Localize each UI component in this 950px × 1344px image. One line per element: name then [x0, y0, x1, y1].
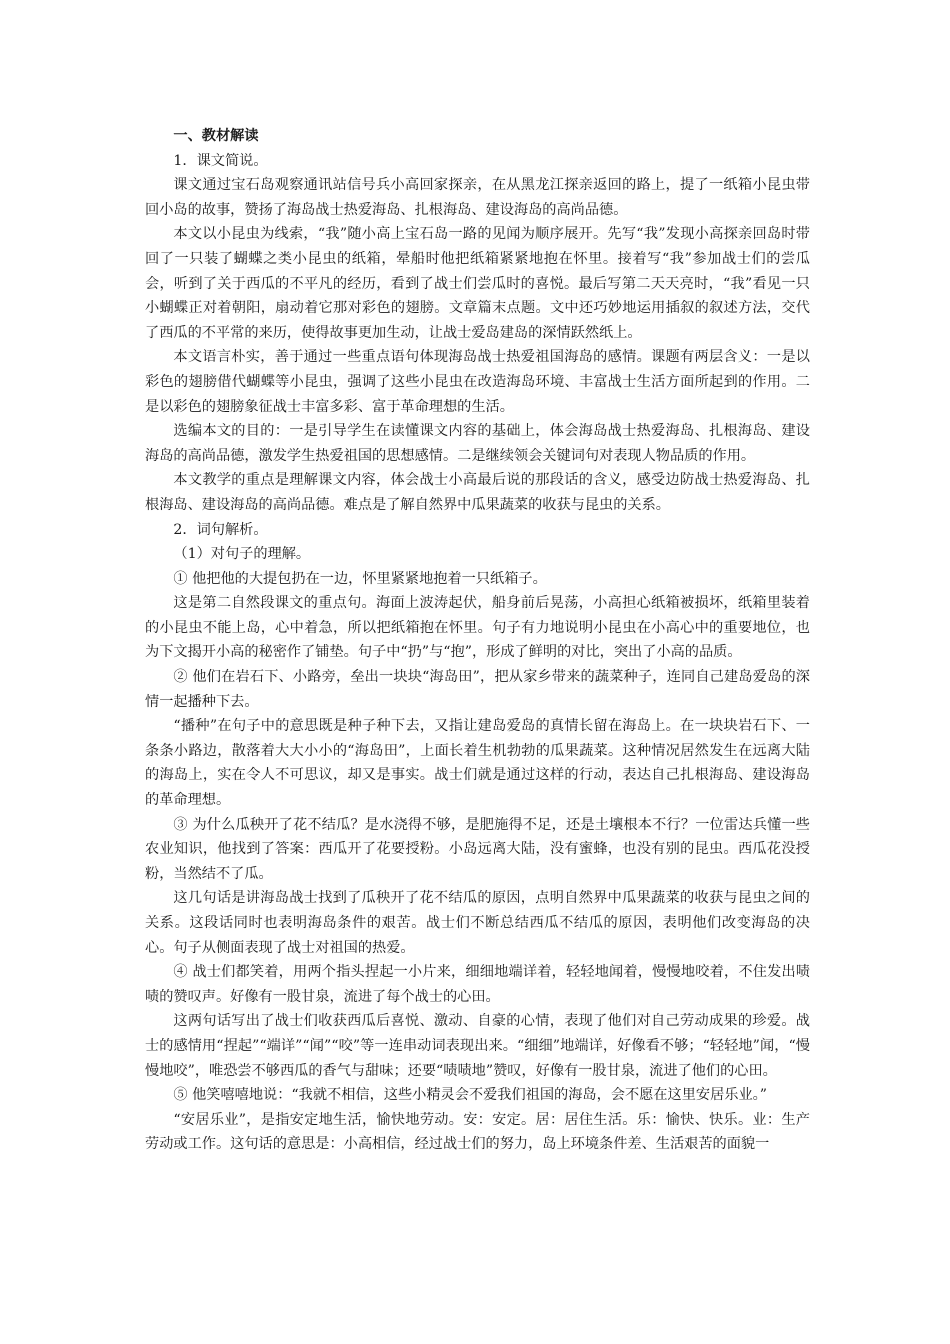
body-paragraph: 这是第二自然段课文的重点句。海面上波涛起伏，船身前后晃荡，小高担心纸箱被损坏，纸箱里装着的小昆虫不能上岛，心中着急，所以把纸箱抱在怀里。句子有力地说明小昆虫在小高心中的重要地位，也为下文揭开小高的秘密作了铺垫。句子中“扔”与“抱”，形成了鲜明的对比，突出了小高的品质。: [145, 595, 810, 661]
body-paragraph: 本文语言朴实，善于通过一些重点语句体现海岛战士热爱祖国海岛的感情。课题有两层含义：一是以彩色的翅膀借代蝴蝶等小昆虫，强调了这些小昆虫在改造海岛环境、丰富战士生活方面所起到的作用。二是以彩色的翅膀象征战士丰富多彩、富于革命理想的生活。: [145, 349, 810, 415]
sub-heading: （1）对句子的理解。: [173, 546, 311, 563]
quoted-sentence: ② 他们在岩石下、小路旁，垒出一块块“海岛田”，把从家乡带来的蔬菜种子，连同自己建岛爱岛的深情一起播种下去。: [145, 669, 810, 710]
body-paragraph: 课文通过宝石岛观察通讯站信号兵小高回家探亲，在从黑龙江探亲返回的路上，提了一纸箱小昆虫带回小岛的故事，赞扬了海岛战士热爱海岛、扎根海岛、建设海岛的高尚品德。: [145, 177, 810, 218]
body-paragraph: 这几句话是讲海岛战士找到了瓜秧开了花不结瓜的原因，点明自然界中瓜果蔬菜的收获与昆虫之间的关系。这段话同时也表明海岛条件的艰苦。战士们不断总结西瓜不结瓜的原因，表明他们改变海岛的决心。句子从侧面表现了战士对祖国的热爱。: [145, 890, 810, 956]
section-heading: 一、教材解读: [173, 128, 259, 144]
body-paragraph: 本文以小昆虫为线索，“我”随小高上宝石岛一路的见闻为顺序展开。先写“我”发现小高探亲回岛时带回了一只装了蝴蝶之类小昆虫的纸箱，晕船时他把纸箱紧紧地抱在怀里。接着写“我”参加战士们的尝瓜会，听到了关于西瓜的不平凡的经历，看到了战士们尝瓜时的喜悦。最后写第二天天亮时，“我”看见一只小蝴蝶正对着朝阳，扇动着它那对彩色的翅膀。文章篇末点题。文中还巧妙地运用插叙的叙述方法，交代了西瓜的不平常的来历，使得故事更加生动，让战士爱岛建岛的深情跃然纸上。: [145, 226, 810, 341]
quoted-sentence: ④ 战士们都笑着，用两个指头捏起一小片来，细细地端详着，轻轻地闻着，慢慢地咬着，不住发出啧啧的赞叹声。好像有一股甘泉，流进了每个战士的心田。: [145, 964, 810, 1005]
body-paragraph: “安居乐业”，是指安定地生活，愉快地劳动。安：安定。居：居住生活。乐：愉快、快乐。业：生产劳动或工作。这句话的意思是：小高相信，经过战士们的努力，岛上环境条件差、生活艰苦的面貌一: [145, 1111, 810, 1153]
subsection-title-2: 2．词句解析。: [173, 521, 268, 538]
quoted-sentence: ③ 为什么瓜秧开了花不结瓜？是水浇得不够，是肥施得不足，还是土壤根本不行？一位雷达兵懂一些农业知识，他找到了答案：西瓜开了花要授粉。小岛远离大陆，没有蜜蜂，也没有别的昆虫。西瓜花没授粉，当然结不了瓜。: [145, 816, 810, 882]
quoted-sentence: ① 他把他的大提包扔在一边，怀里紧紧地抱着一只纸箱子。: [173, 570, 547, 587]
body-paragraph: 本文教学的重点是理解课文内容，体会战士小高最后说的那段话的含义，感受边防战士热爱海岛、扎根海岛、建设海岛的高尚品德。难点是了解自然界中瓜果蔬菜的收获与昆虫的关系。: [145, 472, 810, 513]
quoted-sentence: ⑤ 他笑嘻嘻地说：“我就不相信，这些小精灵会不爱我们祖国的海岛，会不愿在这里安居乐业。”: [173, 1087, 767, 1104]
document-page: [145, 124, 810, 1157]
body-paragraph: 选编本文的目的：一是引导学生在读懂课文内容的基础上，体会海岛战士热爱海岛、扎根海岛、建设海岛的高尚品德，激发学生热爱祖国的思想感情。二是继续领会关键词句对表现人物品质的作用。: [145, 423, 810, 464]
subsection-title-1: 1．课文简说。: [173, 152, 268, 169]
body-paragraph: 这两句话写出了战士们收获西瓜后喜悦、激动、自豪的心情，表现了他们对自己劳动成果的珍爱。战士的感情用“捏起”“端详”“闻”“咬”等一连串动词表现出来。“细细”地端详，好像看不够；“轻轻地”闻，“慢慢地咬”，唯恐尝不够西瓜的香气与甜味；还要“啧啧地”赞叹，好像有一股甘泉，流进了他们的心田。: [145, 1013, 810, 1079]
body-paragraph: “播种”在句子中的意思既是种子种下去，又指让建岛爱岛的真情长留在海岛上。在一块块岩石下、一条条小路边，散落着大大小小的“海岛田”，上面长着生机勃勃的瓜果蔬菜。这种情况居然发生在远离大陆的海岛上，实在令人不可思议，却又是事实。战士们就是通过这样的行动，表达自己扎根海岛、建设海岛的革命理想。: [145, 718, 810, 809]
